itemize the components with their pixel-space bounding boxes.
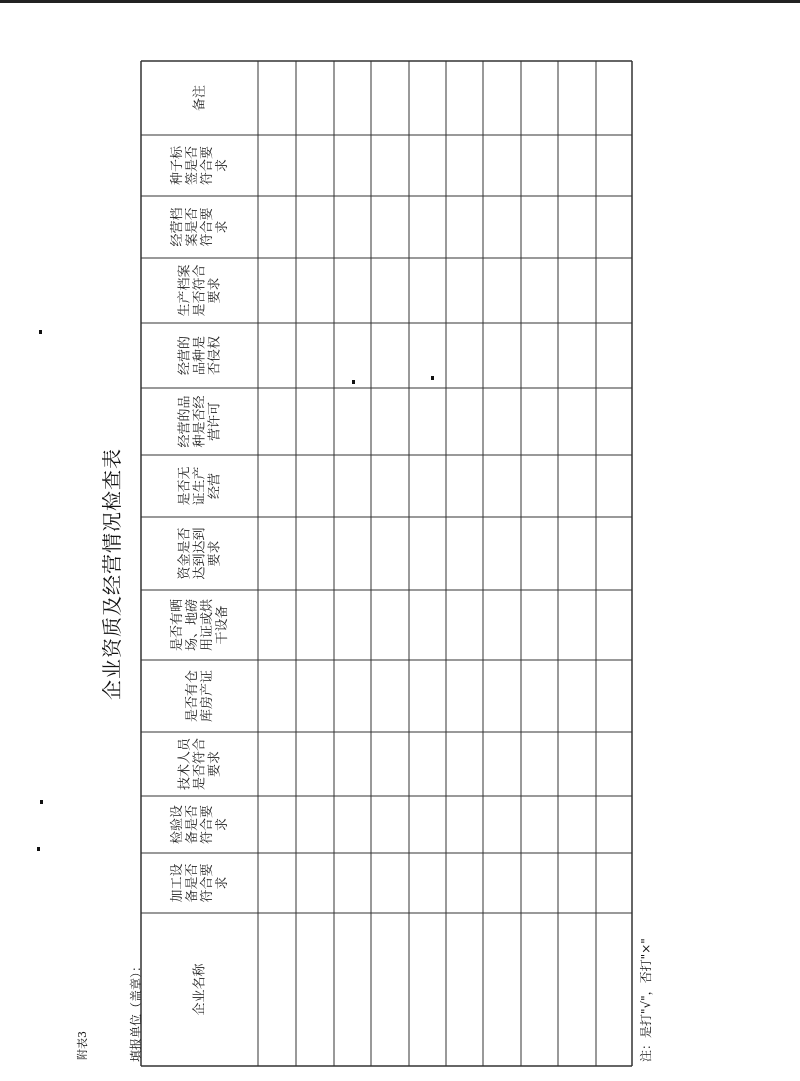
data-cell[interactable] <box>597 62 631 134</box>
data-cell[interactable] <box>410 259 445 322</box>
column-header-line: 案是否 <box>185 207 200 247</box>
column-header-14 <box>193 85 208 111</box>
data-cell[interactable] <box>597 259 631 322</box>
data-cell[interactable] <box>597 914 631 1065</box>
column-header-2 <box>169 863 230 902</box>
data-cell[interactable] <box>410 136 445 195</box>
data-cell[interactable] <box>259 733 295 795</box>
column-header-line: 是否符合 <box>192 264 208 317</box>
column-header-3 <box>169 805 230 844</box>
data-cell[interactable] <box>297 591 333 659</box>
data-cell[interactable] <box>597 389 631 454</box>
data-cell[interactable] <box>372 591 408 659</box>
column-header-line: 品种是 <box>192 335 208 376</box>
data-cell[interactable] <box>297 62 333 134</box>
column-header-line: 种是否经 <box>192 395 208 448</box>
data-cell[interactable] <box>410 854 445 912</box>
data-cell[interactable] <box>522 733 557 795</box>
column-header-5 <box>185 670 215 722</box>
column-header-line: 备是否 <box>185 863 200 903</box>
data-cell[interactable] <box>447 591 482 659</box>
data-cell[interactable] <box>335 324 370 387</box>
column-header-line: 经营 <box>207 472 223 500</box>
data-cell[interactable] <box>335 914 370 1065</box>
data-cell[interactable] <box>335 518 370 589</box>
data-cell[interactable] <box>372 914 408 1065</box>
data-cell[interactable] <box>335 797 370 852</box>
column-header-line: 要求 <box>207 540 223 567</box>
column-header-13 <box>169 145 230 185</box>
data-cell[interactable] <box>484 136 520 195</box>
column-header-line: 用证或烘 <box>200 598 215 652</box>
data-cell[interactable] <box>297 914 333 1065</box>
filler-unit-label: 填报单位（盖章）： <box>129 959 143 1062</box>
data-cell[interactable] <box>597 854 631 912</box>
data-cell[interactable] <box>522 136 557 195</box>
data-cell[interactable] <box>297 456 333 516</box>
data-cell[interactable] <box>372 324 408 387</box>
data-cell[interactable] <box>484 797 520 852</box>
data-cell[interactable] <box>559 518 595 589</box>
data-cell[interactable] <box>597 456 631 516</box>
data-cell[interactable] <box>447 854 482 912</box>
column-header-6 <box>170 598 230 651</box>
data-cell[interactable] <box>597 733 631 795</box>
data-cell[interactable] <box>559 197 595 257</box>
data-cell[interactable] <box>259 389 295 454</box>
data-cell[interactable] <box>259 797 295 852</box>
data-cell[interactable] <box>410 661 445 731</box>
data-cell[interactable] <box>559 854 595 912</box>
column-header-line: 求 <box>215 876 230 890</box>
column-header-line: 是否有晒 <box>170 598 185 652</box>
column-header-line: 达到达到 <box>192 527 208 580</box>
column-header-line: 求 <box>215 220 230 234</box>
data-cell[interactable] <box>335 197 370 257</box>
data-cell[interactable] <box>259 661 295 731</box>
column-header-line: 资金是否 <box>177 527 193 580</box>
data-cell[interactable] <box>597 518 631 589</box>
data-cell[interactable] <box>372 197 408 257</box>
data-cell[interactable] <box>259 197 295 257</box>
data-cell[interactable] <box>559 591 595 659</box>
data-cell[interactable] <box>522 518 557 589</box>
column-header-line: 种子标 <box>170 145 185 186</box>
data-cell[interactable] <box>410 197 445 257</box>
data-cell[interactable] <box>335 136 370 195</box>
data-cell[interactable] <box>410 62 445 134</box>
column-header-7 <box>177 527 223 579</box>
data-cell[interactable] <box>484 661 520 731</box>
data-cell[interactable] <box>597 797 631 852</box>
column-header-line: 符合要 <box>200 145 215 186</box>
column-header-line: 证生产 <box>192 466 208 506</box>
data-cell[interactable] <box>447 456 482 516</box>
data-cell[interactable] <box>335 456 370 516</box>
column-header-line: 干设备 <box>215 605 230 645</box>
data-cell[interactable] <box>372 854 408 912</box>
data-cell[interactable] <box>335 591 370 659</box>
data-cell[interactable] <box>484 62 520 134</box>
column-header-line: 是否有仓 <box>185 669 200 723</box>
column-header-line: 符合要 <box>200 863 215 903</box>
data-cell[interactable] <box>410 914 445 1065</box>
data-cell[interactable] <box>410 797 445 852</box>
data-cell[interactable] <box>484 324 520 387</box>
data-cell[interactable] <box>522 854 557 912</box>
column-header-10 <box>178 336 223 375</box>
column-header-11 <box>177 264 223 316</box>
data-cell[interactable] <box>297 854 333 912</box>
data-cell[interactable] <box>372 733 408 795</box>
data-cell[interactable] <box>259 324 295 387</box>
data-cell[interactable] <box>297 259 333 322</box>
data-cell[interactable] <box>484 259 520 322</box>
data-cell[interactable] <box>559 661 595 731</box>
column-header-8 <box>178 466 223 505</box>
column-header-line: 是否符合 <box>192 737 208 791</box>
data-cell[interactable] <box>522 456 557 516</box>
data-cell[interactable] <box>522 591 557 659</box>
data-cell[interactable] <box>522 914 557 1065</box>
data-cell[interactable] <box>484 854 520 912</box>
data-cell[interactable] <box>597 197 631 257</box>
data-cell[interactable] <box>522 259 557 322</box>
data-cell[interactable] <box>559 733 595 795</box>
column-header-line: 经营的品 <box>177 395 193 448</box>
data-cell[interactable] <box>484 197 520 257</box>
data-cell[interactable] <box>447 518 482 589</box>
column-header-line: 库房产证 <box>200 669 215 723</box>
data-cell[interactable] <box>297 197 333 257</box>
data-cell[interactable] <box>410 389 445 454</box>
data-cell[interactable] <box>522 797 557 852</box>
column-header-line: 备注 <box>192 84 208 112</box>
data-cell[interactable] <box>597 136 631 195</box>
data-cell[interactable] <box>597 324 631 387</box>
data-cell[interactable] <box>522 324 557 387</box>
data-cell[interactable] <box>335 389 370 454</box>
data-cell[interactable] <box>484 389 520 454</box>
data-cell[interactable] <box>447 197 482 257</box>
data-cell[interactable] <box>522 62 557 134</box>
data-cell[interactable] <box>559 62 595 134</box>
data-cell[interactable] <box>447 733 482 795</box>
data-cell[interactable] <box>484 733 520 795</box>
data-cell[interactable] <box>484 456 520 516</box>
data-cell[interactable] <box>447 389 482 454</box>
data-cell[interactable] <box>259 456 295 516</box>
column-header-line: 备是否 <box>185 804 200 845</box>
footnote: 注：是打"√"，否打"×" <box>639 938 653 1062</box>
data-cell[interactable] <box>372 259 408 322</box>
data-cell[interactable] <box>559 456 595 516</box>
attachment-label: 附表3 <box>76 1031 89 1060</box>
data-cell[interactable] <box>297 324 333 387</box>
data-cell[interactable] <box>335 62 370 134</box>
data-cell[interactable] <box>259 62 295 134</box>
data-cell[interactable] <box>447 661 482 731</box>
column-header-line: 生产档案 <box>177 264 193 317</box>
data-cell[interactable] <box>447 324 482 387</box>
data-cell[interactable] <box>410 518 445 589</box>
column-header-12 <box>169 207 230 246</box>
column-header-line: 签是否 <box>185 145 200 186</box>
data-cell[interactable] <box>297 797 333 852</box>
column-header-line: 符合要 <box>200 804 215 845</box>
column-header-line: 求 <box>215 158 230 173</box>
data-cell[interactable] <box>297 389 333 454</box>
data-cell[interactable] <box>335 259 370 322</box>
column-header-line: 否侵权 <box>207 335 223 376</box>
data-cell[interactable] <box>447 259 482 322</box>
data-cell[interactable] <box>297 518 333 589</box>
data-cell[interactable] <box>447 914 482 1065</box>
data-cell[interactable] <box>447 136 482 195</box>
data-cell[interactable] <box>447 62 482 134</box>
column-header-line: 经营档 <box>170 207 185 247</box>
data-cell[interactable] <box>259 854 295 912</box>
data-cell[interactable] <box>447 797 482 852</box>
column-header-line: 经营的 <box>177 335 193 376</box>
column-header-9 <box>178 395 223 447</box>
column-header-line: 加工设 <box>170 863 185 903</box>
data-cell[interactable] <box>484 591 520 659</box>
data-cell[interactable] <box>597 661 631 731</box>
data-cell[interactable] <box>597 591 631 659</box>
column-header-line: 要求 <box>207 750 223 778</box>
data-cell[interactable] <box>372 136 408 195</box>
data-cell[interactable] <box>559 797 595 852</box>
column-header-line: 符合要 <box>200 207 215 247</box>
data-cell[interactable] <box>335 854 370 912</box>
data-cell[interactable] <box>484 518 520 589</box>
column-header-line: 场、地磅 <box>185 598 200 652</box>
data-cell[interactable] <box>335 661 370 731</box>
data-cell[interactable] <box>559 324 595 387</box>
data-cell[interactable] <box>297 733 333 795</box>
data-cell[interactable] <box>335 733 370 795</box>
column-header-line: 技术人员 <box>177 737 193 791</box>
data-cell[interactable] <box>259 914 295 1065</box>
column-header-line: 营许可 <box>207 401 223 442</box>
data-cell[interactable] <box>410 324 445 387</box>
data-cell[interactable] <box>410 733 445 795</box>
data-cell[interactable] <box>372 389 408 454</box>
column-header-line: 检验设 <box>170 804 185 845</box>
column-header-1 <box>192 963 208 1016</box>
data-cell[interactable] <box>372 797 408 852</box>
data-cell[interactable] <box>522 661 557 731</box>
data-cell[interactable] <box>410 591 445 659</box>
data-cell[interactable] <box>259 136 295 195</box>
column-header-line: 企业名称 <box>192 963 208 1016</box>
data-cell[interactable] <box>297 136 333 195</box>
data-cell[interactable] <box>372 661 408 731</box>
data-cell[interactable] <box>559 914 595 1065</box>
data-cell[interactable] <box>259 259 295 322</box>
data-cell[interactable] <box>372 456 408 516</box>
data-cell[interactable] <box>259 518 295 589</box>
column-header-line: 求 <box>215 817 230 832</box>
data-cell[interactable] <box>372 518 408 589</box>
data-cell[interactable] <box>410 456 445 516</box>
column-header-4 <box>177 737 223 790</box>
data-cell[interactable] <box>372 62 408 134</box>
document-title: 企业资质及经营情况检查表 <box>100 448 124 700</box>
data-cell[interactable] <box>559 259 595 322</box>
data-cell[interactable] <box>484 914 520 1065</box>
data-cell[interactable] <box>297 661 333 731</box>
data-cell[interactable] <box>559 136 595 195</box>
data-cell[interactable] <box>259 591 295 659</box>
data-cell[interactable] <box>559 389 595 454</box>
data-cell[interactable] <box>522 389 557 454</box>
data-cell[interactable] <box>522 197 557 257</box>
column-header-line: 是否无 <box>177 466 193 506</box>
column-header-line: 要求 <box>207 277 223 304</box>
